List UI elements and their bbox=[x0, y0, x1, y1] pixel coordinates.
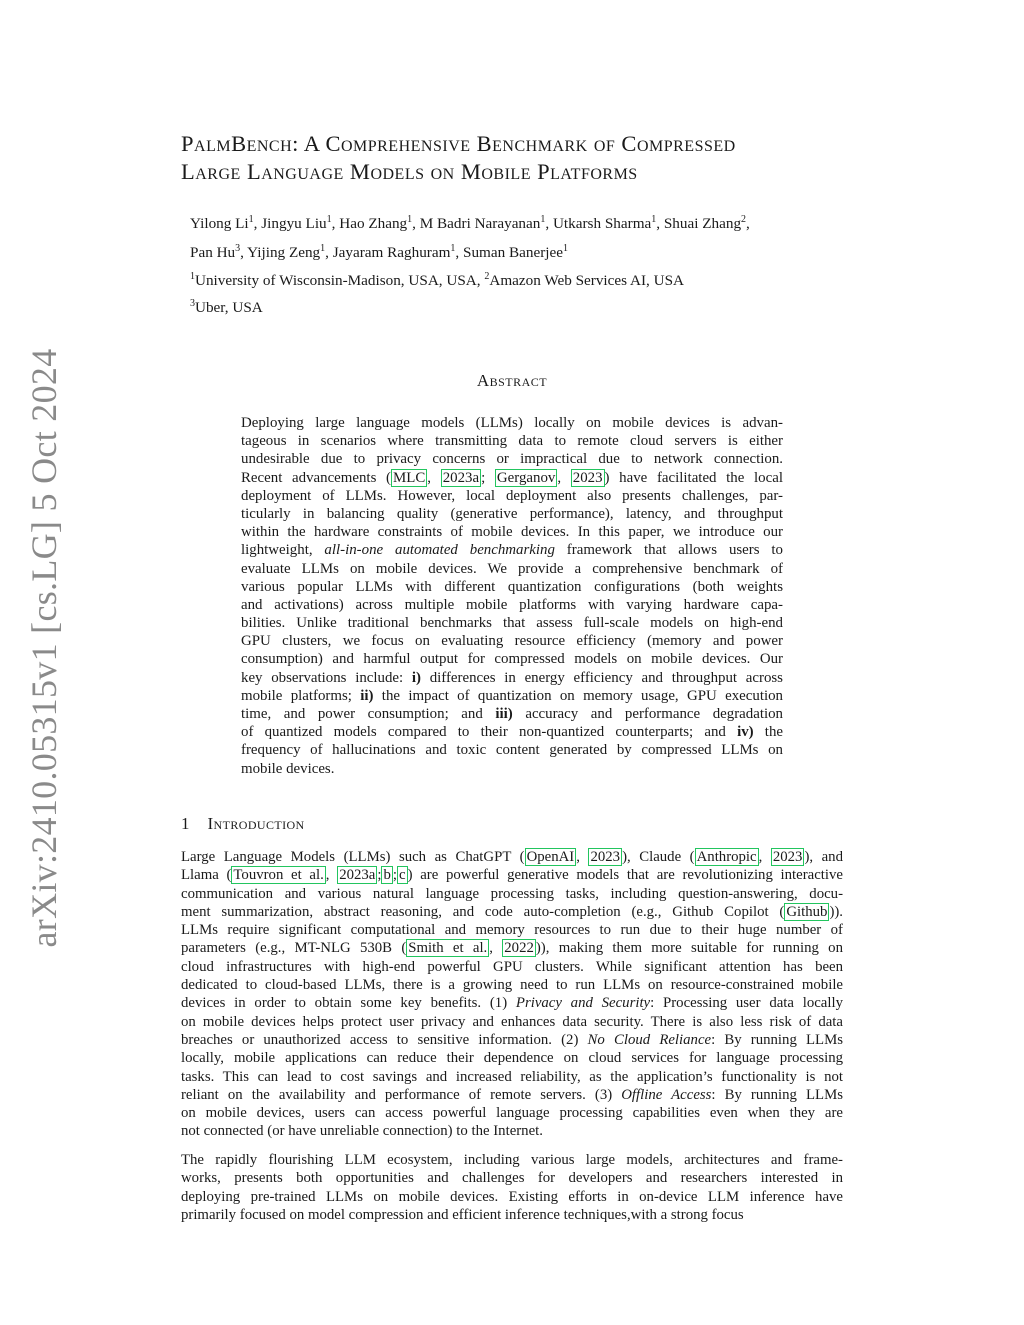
text-run: , bbox=[576, 849, 589, 865]
citation-link[interactable]: c bbox=[399, 867, 406, 884]
text-run: , Jayaram Raghuram bbox=[325, 244, 451, 261]
text-run: Uber, USA bbox=[195, 299, 263, 316]
text-run: , Yijing Zeng bbox=[240, 244, 321, 261]
text-line bbox=[241, 760, 783, 778]
text-run: bilities. Unlike traditional benchmarks that assess full-scale models on high-end bbox=[241, 615, 783, 632]
text-run: communication and various natural language processing tasks, including question-answering, docu- bbox=[181, 885, 843, 902]
text-run: Recent advancements ( bbox=[241, 469, 391, 486]
text-run: M bbox=[349, 159, 371, 184]
small-caps-text: anguage bbox=[261, 159, 350, 184]
text-run: mobile platforms; bbox=[241, 687, 361, 704]
citation-link[interactable]: 2023a bbox=[339, 867, 376, 884]
text-run: Large Language Models (LLMs) such as ChatGPT ( bbox=[181, 849, 525, 865]
citation-link[interactable]: 2023a bbox=[442, 469, 480, 486]
text-line bbox=[181, 1151, 843, 1169]
text-run: Amazon Web Services AI, USA bbox=[489, 272, 684, 289]
text-run: ticularly in balancing quality (generative performance), latency, and throughput bbox=[241, 505, 783, 522]
bold-text: iii) bbox=[495, 706, 513, 722]
citation-link[interactable]: Gerganov bbox=[496, 469, 556, 486]
introduction-paragraph-2 bbox=[181, 1151, 843, 1224]
text-line bbox=[181, 994, 843, 1012]
text-run: evaluate LLMs on mobile devices. We provide a comprehensive benchmark of bbox=[241, 560, 783, 577]
text-run: parameters (e.g., MT-NLG 530B ( bbox=[181, 940, 407, 957]
italic-text: Offline Access bbox=[621, 1086, 712, 1103]
text-run: within the hardware constraints of mobile devices. In this paper, we introduce our bbox=[241, 524, 783, 541]
text-run: Pan Hu bbox=[190, 244, 236, 261]
text-run: : Processing user data locally bbox=[650, 995, 844, 1012]
text-run: B bbox=[476, 131, 493, 156]
text-line bbox=[181, 1188, 843, 1206]
text-run: , Utkarsh Sharma bbox=[545, 215, 652, 232]
text-line bbox=[181, 921, 843, 939]
text-line bbox=[181, 939, 843, 957]
text-line bbox=[181, 1049, 843, 1067]
text-line bbox=[241, 505, 783, 523]
text-line bbox=[181, 1122, 843, 1140]
text-run: key observations include: bbox=[241, 669, 412, 686]
text-line bbox=[181, 1068, 843, 1086]
text-run: L bbox=[181, 159, 196, 184]
text-line bbox=[181, 976, 843, 994]
text-run: , bbox=[746, 215, 750, 232]
affiliations-line-2 bbox=[190, 298, 890, 317]
text-run: tageous in scenarios where transmitting data to remote cloud servers is either bbox=[241, 433, 783, 450]
text-run: tasks. This can lead to cost savings and increased reliability, as the application’s functionality is not bbox=[181, 1068, 843, 1085]
text-run: of quantized models compared to their non-quantized counterparts; and bbox=[241, 724, 738, 741]
text-line bbox=[241, 541, 783, 559]
text-line bbox=[241, 596, 783, 614]
citation-link[interactable]: Smith et al. bbox=[408, 940, 488, 957]
text-run: various popular LLMs with different quantization configurations (both weights bbox=[241, 578, 783, 595]
small-caps-text: latforms bbox=[550, 159, 638, 184]
text-run: time, and power consumption; and bbox=[241, 706, 496, 722]
text-run: )). bbox=[829, 903, 843, 920]
italic-text: Privacy and Security bbox=[515, 995, 651, 1012]
text-run: not connected (or have unreliable connection) to the Internet. bbox=[181, 1123, 543, 1140]
text-run: , bbox=[557, 469, 571, 486]
superscript: 1 bbox=[190, 271, 195, 282]
superscript: 3 bbox=[190, 298, 195, 309]
text-run: accuracy and performance degradation bbox=[512, 706, 783, 722]
superscript: 1 bbox=[407, 214, 413, 225]
text-line bbox=[241, 632, 783, 650]
text-run: : By running LLMs bbox=[711, 1031, 843, 1048]
text-line bbox=[181, 1031, 843, 1049]
superscript: 2 bbox=[741, 214, 747, 225]
authors-line-1 bbox=[190, 214, 890, 233]
text-run: differences in energy efficiency and throughput across bbox=[420, 669, 783, 686]
text-run: ) have facilitated the local bbox=[604, 469, 783, 486]
text-line bbox=[241, 741, 783, 759]
text-run: : By running LLMs bbox=[711, 1086, 843, 1103]
text-run: breaches or unauthorized access to sensitive information. (2) bbox=[181, 1031, 588, 1048]
arxiv-identifier: arXiv:2410.05315v1 [cs.LG] 5 Oct 2024 bbox=[24, 348, 64, 948]
text-run: on mobile devices helps protect user privacy and enhances data security. There is also less risk of data bbox=[181, 1013, 843, 1030]
text-run: ; bbox=[392, 867, 398, 884]
paper-title bbox=[181, 130, 881, 186]
text-run: C bbox=[325, 131, 341, 156]
text-run: , Hao Zhang bbox=[331, 215, 408, 232]
text-run: )), making them more suitable for running on bbox=[535, 940, 843, 957]
citation-link[interactable]: 2023 bbox=[590, 849, 621, 865]
text-run: : A bbox=[292, 131, 326, 156]
text-line bbox=[181, 1104, 843, 1122]
text-line bbox=[181, 903, 843, 921]
text-line bbox=[241, 578, 783, 596]
text-run: P bbox=[181, 131, 195, 156]
text-run: lightweight, bbox=[241, 542, 325, 559]
text-line bbox=[241, 723, 783, 741]
text-line bbox=[181, 1206, 843, 1224]
text-run: ), Claude ( bbox=[622, 849, 695, 865]
text-run: Yilong Li bbox=[190, 215, 249, 232]
text-run: ment summarization, abstract reasoning, and code auto-completion (e.g., Github Copilot ( bbox=[181, 903, 785, 920]
citation-link[interactable]: 2023 bbox=[772, 849, 803, 865]
superscript: 3 bbox=[235, 243, 241, 254]
citation-link[interactable]: Anthropic bbox=[696, 849, 757, 865]
small-caps-text: omprehensive bbox=[340, 131, 477, 156]
text-line bbox=[181, 866, 843, 884]
text-run: , bbox=[758, 849, 771, 865]
text-run: cloud infrastructures with high-end powerful GPU clusters. While significant attention has been bbox=[181, 958, 843, 975]
text-line bbox=[181, 958, 843, 976]
text-line bbox=[241, 669, 783, 687]
authors-line-2 bbox=[190, 243, 890, 262]
text-line bbox=[181, 885, 843, 903]
introduction-paragraph-1 bbox=[181, 848, 843, 1141]
text-line bbox=[241, 487, 783, 505]
text-line bbox=[241, 414, 783, 432]
citation-link[interactable]: MLC bbox=[393, 469, 426, 486]
small-caps-text: enchmark of bbox=[492, 131, 622, 156]
text-run: deploying pre-trained LLMs on mobile devices. Existing efforts in on-device LLM inference have bbox=[181, 1188, 843, 1205]
text-run: consumption) and harmful output for compressed models on mobile devices. Our bbox=[241, 651, 783, 668]
text-run: undesirable due to privacy concerns or impractical due to network connection. bbox=[241, 451, 783, 468]
citation-link[interactable]: 2023 bbox=[572, 469, 603, 486]
text-run: devices in order to obtain some key benefits. (1) bbox=[181, 995, 516, 1012]
small-caps-text: odels on bbox=[370, 159, 461, 184]
text-line bbox=[181, 848, 843, 866]
text-line bbox=[241, 450, 783, 468]
section-number: 1 bbox=[181, 814, 190, 833]
text-run: , bbox=[325, 867, 338, 884]
superscript: 1 bbox=[326, 214, 332, 225]
text-line bbox=[241, 614, 783, 632]
text-run: dedicated to cloud-based LLMs, there is a growing need to run LLMs on resource-constrained mobile bbox=[181, 977, 843, 994]
abstract-body bbox=[241, 414, 783, 778]
text-line bbox=[241, 432, 783, 450]
text-run: C bbox=[621, 131, 637, 156]
text-run: Deploying large language models (LLMs) locally on mobile devices is advan- bbox=[241, 415, 783, 431]
text-run: P bbox=[537, 159, 551, 184]
text-run: University of Wisconsin-Madison, USA, USA, bbox=[195, 272, 485, 289]
text-run: reliant on the availability and performance of remote servers. (3) bbox=[181, 1086, 622, 1103]
text-run: ; bbox=[481, 469, 495, 486]
text-run: The rapidly flourishing LLM ecosystem, including various large models, architectures and frame- bbox=[181, 1152, 843, 1168]
title-line-2 bbox=[181, 158, 881, 186]
text-line bbox=[181, 1086, 843, 1104]
text-run: deployment of LLMs. However, local deployment also presents challenges, par- bbox=[241, 487, 783, 504]
small-caps-text: alm bbox=[194, 131, 232, 156]
text-run: on mobile devices, users can access powerful language processing capabilities even when they are bbox=[181, 1105, 843, 1122]
citation-link[interactable]: b bbox=[383, 867, 391, 884]
text-line bbox=[241, 650, 783, 668]
text-run: , M Badri Narayanan bbox=[412, 215, 541, 232]
small-caps-text: arge bbox=[195, 159, 247, 184]
bold-text: ii) bbox=[360, 687, 374, 704]
text-line bbox=[181, 1169, 843, 1187]
text-line bbox=[181, 1013, 843, 1031]
text-run: , Suman Banerjee bbox=[455, 244, 563, 261]
superscript: 2 bbox=[484, 271, 490, 282]
text-run: LLMs require significant computational and memory resources to run due to their huge number of bbox=[181, 922, 843, 939]
superscript: 1 bbox=[651, 214, 657, 225]
text-line bbox=[241, 687, 783, 705]
section-title: Introduction bbox=[207, 814, 305, 833]
text-run: and activations) across multiple mobile platforms with varying hardware capa- bbox=[241, 596, 783, 613]
text-line bbox=[241, 705, 783, 723]
text-run: ) are powerful generative models that are revolutionizing interactive bbox=[407, 867, 843, 884]
superscript: 1 bbox=[562, 243, 568, 254]
superscript: 1 bbox=[450, 243, 456, 254]
citation-link[interactable]: Touvron et al. bbox=[233, 867, 324, 884]
text-line bbox=[241, 523, 783, 541]
bold-text: iv) bbox=[737, 724, 754, 741]
text-run: GPU clusters, we focus on evaluating resource efficiency (memory and power bbox=[241, 633, 783, 650]
citation-link[interactable]: OpenAI bbox=[526, 849, 575, 865]
text-run: ; bbox=[377, 867, 382, 884]
small-caps-text: ompressed bbox=[636, 131, 736, 156]
text-run: the impact of quantization on memory usage, GPU execution bbox=[373, 687, 783, 704]
text-run: locally, mobile applications can reduce their dependence on cloud services for language processing bbox=[181, 1050, 843, 1067]
text-run: M bbox=[460, 159, 482, 184]
bold-text: i) bbox=[411, 669, 421, 686]
text-run: B bbox=[231, 131, 247, 156]
text-run: the bbox=[753, 724, 783, 741]
text-run: frequency of hallucinations and toxic content generated by compressed LLMs on bbox=[241, 742, 783, 759]
citation-link[interactable]: 2022 bbox=[504, 940, 534, 957]
superscript: 1 bbox=[540, 214, 546, 225]
abstract-heading: Abstract bbox=[476, 371, 548, 390]
affiliations-line-1 bbox=[190, 271, 890, 290]
text-run: ), and bbox=[804, 849, 843, 865]
superscript: 1 bbox=[320, 243, 326, 254]
text-run: mobile devices. bbox=[241, 760, 335, 777]
text-run: works, presents both opportunities and challenges for developers and researchers interested in bbox=[181, 1170, 843, 1187]
text-run: Llama ( bbox=[181, 867, 232, 884]
text-line bbox=[241, 560, 783, 578]
text-run: , Jingyu Liu bbox=[253, 215, 327, 232]
text-run: L bbox=[246, 159, 262, 184]
small-caps-text: obile bbox=[481, 159, 538, 184]
text-run: , bbox=[427, 469, 441, 486]
italic-text: all-in-one automated benchmarking bbox=[324, 542, 555, 559]
text-run: , bbox=[489, 940, 503, 957]
citation-link[interactable]: Github bbox=[786, 903, 828, 920]
text-run: primarily focused on model compression and efficient inference techniques,with a strong focus bbox=[181, 1206, 744, 1223]
superscript: 1 bbox=[248, 214, 254, 225]
small-caps-text: ench bbox=[246, 131, 293, 156]
text-line bbox=[241, 469, 783, 487]
text-run: , Shuai Zhang bbox=[656, 215, 742, 232]
section-heading-introduction bbox=[181, 814, 305, 834]
italic-text: No Cloud Reliance bbox=[587, 1031, 712, 1048]
title-line-1 bbox=[181, 130, 881, 158]
text-run: framework that allows users to bbox=[554, 542, 783, 559]
